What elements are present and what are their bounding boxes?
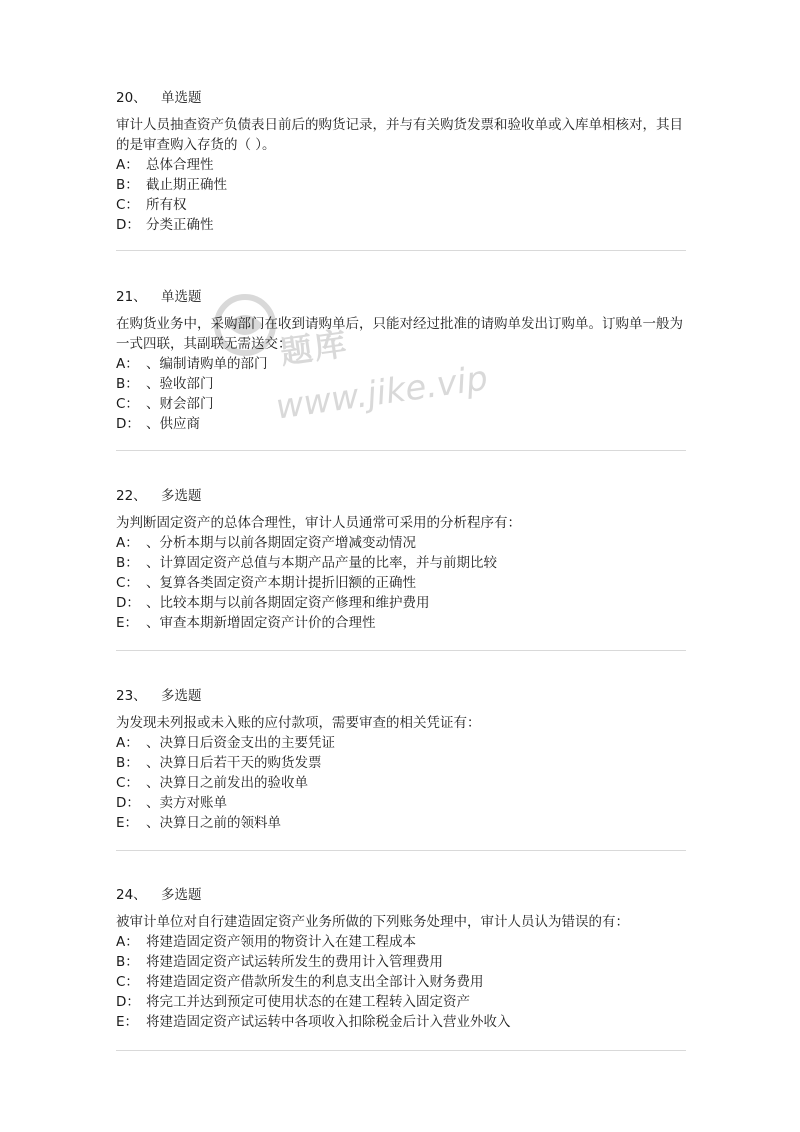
question-20: [116, 88, 686, 235]
option-text: 、计算固定资产总值与本期产品产量的比率，并与前期比较: [146, 555, 497, 571]
question-type: 单选题: [160, 289, 202, 305]
option-e: [116, 1012, 686, 1032]
option-letter: B：: [116, 177, 139, 193]
option-text: 、决算日之前发出的验收单: [146, 775, 308, 791]
option-letter: A：: [116, 735, 139, 751]
option-letter: C：: [116, 575, 139, 591]
option-text: 、决算日后若干天的购货发票: [146, 755, 322, 771]
option-letter: D：: [116, 416, 140, 432]
option-text: 、验收部门: [146, 376, 214, 392]
option-a: [116, 155, 686, 175]
option-letter: C：: [116, 197, 139, 213]
option-text: 总体合理性: [146, 157, 214, 173]
watermark-text-url: www.jike.vip: [273, 358, 491, 428]
option-letter: B：: [116, 376, 139, 392]
option-text: 将建造固定资产试运转所发生的费用计入管理费用: [146, 954, 443, 970]
question-header: [116, 88, 686, 108]
option-letter: D：: [116, 795, 140, 811]
option-d: [116, 793, 686, 813]
question-stem: 为发现未列报或未入账的应付款项，需要审查的相关凭证有：: [116, 715, 481, 731]
option-text: 、审查本期新增固定资产计价的合理性: [146, 615, 376, 631]
question-type: 单选题: [160, 90, 202, 106]
question-number: 23、: [116, 688, 147, 704]
option-letter: B：: [116, 755, 139, 771]
option-b: [116, 753, 686, 773]
option-d: [116, 215, 686, 235]
option-text: 分类正确性: [146, 217, 214, 233]
option-text: 将完工并达到预定可使用状态的在建工程转入固定资产: [146, 994, 470, 1010]
option-b: [116, 374, 686, 394]
question-header: [116, 486, 686, 506]
divider: [116, 850, 686, 851]
option-e: [116, 813, 686, 833]
option-d: [116, 593, 686, 613]
option-letter: A：: [116, 535, 139, 551]
option-text: 、分析本期与以前各期固定资产增减变动情况: [146, 535, 416, 551]
option-c: [116, 773, 686, 793]
option-text: 、复算各类固定资产本期计提折旧额的正确性: [146, 575, 416, 591]
divider: [116, 250, 686, 251]
option-letter: C：: [116, 775, 139, 791]
option-letter: D：: [116, 595, 140, 611]
option-a: [116, 733, 686, 753]
option-b: [116, 952, 686, 972]
option-text: 所有权: [146, 197, 187, 213]
option-a: [116, 354, 686, 374]
option-list: [116, 155, 686, 235]
option-letter: D：: [116, 994, 140, 1010]
question-22: [116, 486, 686, 633]
question-24: [116, 885, 686, 1032]
option-list: [116, 733, 686, 833]
option-d: [116, 414, 686, 434]
question-type: 多选题: [160, 887, 202, 903]
divider: [116, 450, 686, 451]
question-number: 20、: [116, 90, 147, 106]
question-stem: 在购货业务中，采购部门在收到请购单后，只能对经过批准的请购单发出订购单。订购单一般为一式四联，其副联无需送交：: [116, 316, 683, 352]
option-text: 、编制请购单的部门: [146, 356, 268, 372]
option-letter: B：: [116, 954, 139, 970]
question-header: [116, 885, 686, 905]
option-letter: A：: [116, 934, 139, 950]
question-number: 22、: [116, 488, 147, 504]
option-text: 、决算日后资金支出的主要凭证: [146, 735, 335, 751]
option-text: 将建造固定资产试运转中各项收入扣除税金后计入营业外收入: [146, 1014, 511, 1030]
question-21: [116, 287, 686, 434]
question-stem: 被审计单位对自行建造固定资产业务所做的下列账务处理中，审计人员认为错误的有：: [116, 914, 629, 930]
question-stem: 为判断固定资产的总体合理性，审计人员通常可采用的分析程序有：: [116, 515, 521, 531]
option-letter: E：: [116, 815, 139, 831]
question-type: 多选题: [160, 688, 202, 704]
option-letter: D：: [116, 217, 140, 233]
option-letter: A：: [116, 356, 139, 372]
question-number: 21、: [116, 289, 147, 305]
option-letter: A：: [116, 157, 139, 173]
option-text: 截止期正确性: [146, 177, 227, 193]
option-b: [116, 175, 686, 195]
option-a: [116, 932, 686, 952]
option-c: [116, 573, 686, 593]
watermark-text-cn: 题库: [277, 324, 351, 372]
question-type: 多选题: [160, 488, 202, 504]
option-list: [116, 354, 686, 434]
divider: [116, 650, 686, 651]
option-text: 将建造固定资产领用的物资计入在建工程成本: [146, 934, 416, 950]
option-d: [116, 992, 686, 1012]
option-text: 、财会部门: [146, 396, 214, 412]
divider: [116, 1050, 686, 1051]
option-c: [116, 394, 686, 414]
question-23: [116, 686, 686, 833]
option-b: [116, 553, 686, 573]
option-c: [116, 195, 686, 215]
question-header: [116, 686, 686, 706]
option-text: 、比较本期与以前各期固定资产修理和维护费用: [146, 595, 430, 611]
option-e: [116, 613, 686, 633]
option-text: 将建造固定资产借款所发生的利息支出全部计入财务费用: [146, 974, 484, 990]
option-letter: E：: [116, 1014, 139, 1030]
question-header: [116, 287, 686, 307]
option-letter: E：: [116, 615, 139, 631]
option-list: [116, 533, 686, 633]
option-list: [116, 932, 686, 1032]
option-text: 、决算日之前的领料单: [146, 815, 281, 831]
option-letter: B：: [116, 555, 139, 571]
option-text: 、卖方对账单: [146, 795, 227, 811]
option-letter: C：: [116, 396, 139, 412]
option-a: [116, 533, 686, 553]
question-number: 24、: [116, 887, 147, 903]
option-letter: C：: [116, 974, 139, 990]
option-text: 、供应商: [146, 416, 200, 432]
question-stem: 审计人员抽查资产负债表日前后的购货记录，并与有关购货发票和验收单或入库单相核对，其目的是审查购入存货的（ ）。: [116, 117, 683, 153]
option-c: [116, 972, 686, 992]
